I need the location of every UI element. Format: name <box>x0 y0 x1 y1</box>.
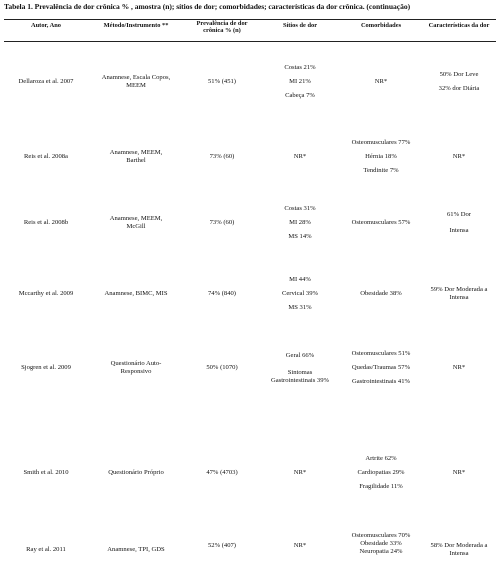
cell-text: Costas 31% <box>284 205 316 212</box>
cell-caracteristicas <box>422 269 496 319</box>
cell-text: Osteomusculares 51% <box>351 350 411 357</box>
table-header-rule <box>4 41 496 42</box>
cell-text: Costas 21% <box>284 64 316 71</box>
cell-sitios <box>260 337 340 399</box>
header-prevalencia-line-2: crônica % (n) <box>203 27 241 34</box>
cell-text: Reis et al. 2008a <box>24 153 68 160</box>
cell-prevalencia <box>184 122 260 192</box>
cell-text: 47% (4703) <box>206 469 238 476</box>
table-caption: Tabela 1. Prevalência de dor crônica % , amostra (n); sítios de dor; comorbidades; características da dor crônica. (continuação) <box>4 2 411 11</box>
cell-metodo <box>88 337 184 399</box>
cell-prevalencia <box>184 337 260 399</box>
cell-text: Questionário Auto- <box>110 360 162 367</box>
cell-comorbidades <box>340 195 422 251</box>
cell-comorbidades <box>340 443 422 503</box>
header-prevalencia-line-1: Prevalência de dor <box>196 20 248 27</box>
header-caracteristicas <box>422 22 496 40</box>
cell-text: 61% Dor <box>447 211 471 218</box>
cell-text: Responsivo <box>120 368 152 375</box>
cell-text: Intensa <box>449 294 469 301</box>
header-comorbidades-label: Comorbidades <box>360 22 402 29</box>
cell-text: 74% (840) <box>207 290 237 297</box>
cell-sitios <box>260 122 340 192</box>
cell-autor <box>4 122 88 192</box>
cell-text: 52% (407) <box>207 542 237 549</box>
cell-text: MS 14% <box>288 233 312 240</box>
header-metodo <box>88 22 184 40</box>
cell-text: NR* <box>452 153 466 160</box>
cell-text: Sintomas <box>287 368 313 376</box>
header-autor-label: Autor, Ano <box>31 22 61 29</box>
cell-sitios <box>260 43 340 121</box>
cell-text: 32% dor Diária <box>438 85 480 92</box>
cell-text: Tendinite 7% <box>363 167 399 174</box>
cell-text: NR* <box>293 469 307 476</box>
cell-comorbidades <box>340 43 422 121</box>
cell-autor <box>4 195 88 251</box>
cell-text: MI 44% <box>289 276 311 283</box>
table-row <box>4 122 496 192</box>
cell-text: Neuropatia 24% <box>359 548 403 555</box>
cell-text: Gastrointestinais 41% <box>351 378 411 385</box>
cell-text: Quedas/Traumas 57% <box>351 364 411 371</box>
cell-text: McGill <box>126 223 146 230</box>
cell-caracteristicas <box>422 122 496 192</box>
cell-text: Questionário Próprio <box>108 469 164 476</box>
cell-text: 73% (60) <box>209 219 235 226</box>
cell-caracteristicas <box>422 337 496 399</box>
cell-text: NR* <box>293 542 307 549</box>
cell-text: Reis et al. 2008b <box>23 219 69 226</box>
cell-prevalencia <box>184 269 260 319</box>
cell-prevalencia <box>184 195 260 251</box>
cell-text: Obesidade 33% <box>360 540 402 547</box>
cell-text: MI 21% <box>289 78 311 85</box>
cell-caracteristicas <box>422 443 496 503</box>
cell-text: Cabeça 7% <box>285 92 315 99</box>
header-sitios-label: Sítios de dor <box>282 22 318 29</box>
table-row <box>4 518 496 570</box>
table-row <box>4 195 496 251</box>
cell-comorbidades <box>340 518 422 570</box>
cell-text: Obesidade 38% <box>360 290 402 297</box>
cell-prevalencia <box>184 43 260 121</box>
cell-text: Anamnese, BIMC, MIS <box>104 290 168 297</box>
cell-text: NR* <box>452 469 466 476</box>
cell-text: Ray et al. 2011 <box>26 546 66 553</box>
cell-text: 73% (60) <box>209 153 235 160</box>
cell-text: Fragilidade 11% <box>359 483 403 490</box>
cell-autor <box>4 518 88 570</box>
cell-comorbidades <box>340 122 422 192</box>
cell-metodo <box>88 43 184 121</box>
cell-sitios <box>260 269 340 319</box>
table-row <box>4 43 496 121</box>
header-sitios <box>260 22 340 40</box>
cell-sitios <box>260 518 340 570</box>
cell-text: MS 31% <box>288 304 312 311</box>
cell-text: Intensa <box>449 550 469 557</box>
cell-caracteristicas <box>422 518 496 570</box>
cell-text: Geral 66% <box>285 351 315 359</box>
header-autor <box>4 22 88 40</box>
cell-metodo <box>88 122 184 192</box>
cell-sitios <box>260 195 340 251</box>
cell-text: 51% (451) <box>207 78 237 85</box>
cell-text: 50% Dor Leve <box>439 71 479 78</box>
cell-metodo <box>88 443 184 503</box>
cell-text: Osteomusculares 70% <box>351 532 411 539</box>
table-row <box>4 337 496 399</box>
cell-text: NR* <box>293 153 307 160</box>
cell-text: Osteomusculares 57% <box>351 219 411 226</box>
cell-comorbidades <box>340 337 422 399</box>
cell-text: Cervical 39% <box>281 290 319 297</box>
cell-text: Osteomusculares 77% <box>351 139 411 146</box>
cell-metodo <box>88 195 184 251</box>
cell-autor <box>4 443 88 503</box>
cell-text: Mccarthy et al. 2009 <box>18 290 74 297</box>
header-prevalencia <box>184 20 260 38</box>
cell-comorbidades <box>340 269 422 319</box>
header-comorbidades <box>340 22 422 40</box>
cell-autor <box>4 269 88 319</box>
header-caracteristicas-label: Características da dor <box>428 22 490 29</box>
cell-text: Anamnese, Escala Copos, <box>101 74 171 81</box>
cell-text: Cardiopatias 29% <box>357 469 405 476</box>
cell-text: Dellaroza et al. 2007 <box>18 78 74 85</box>
cell-prevalencia <box>184 518 260 570</box>
cell-text: NR* <box>452 364 466 371</box>
cell-text: Hérnia 18% <box>365 153 397 160</box>
cell-text: MEEM <box>126 82 146 89</box>
cell-text: Smith et al. 2010 <box>23 469 69 476</box>
cell-metodo <box>88 518 184 570</box>
header-metodo-label: Método/Instrumento ** <box>103 22 169 29</box>
cell-text: Gastrointestinais 39% <box>270 376 330 384</box>
cell-autor <box>4 337 88 399</box>
table-row <box>4 269 496 319</box>
cell-caracteristicas <box>422 43 496 121</box>
cell-text: Intensa <box>449 227 469 234</box>
cell-text: Anamnese, MEEM, <box>109 149 163 156</box>
cell-text: Anamnese, TPI, GDS <box>107 546 165 553</box>
cell-text: 58% Dor Moderada a <box>430 542 488 549</box>
cell-text: NR* <box>374 78 388 85</box>
cell-text: Sjogren et al. 2009 <box>21 364 71 371</box>
cell-text: 59% Dor Moderada a <box>430 286 488 293</box>
cell-autor <box>4 43 88 121</box>
cell-text: Barthel <box>126 157 146 164</box>
cell-text: MI 28% <box>289 219 311 226</box>
cell-prevalencia <box>184 443 260 503</box>
cell-metodo <box>88 269 184 319</box>
cell-caracteristicas <box>422 195 496 251</box>
cell-text: 50% (1070) <box>206 364 238 371</box>
cell-text: Anamnese, MEEM, <box>109 215 163 222</box>
table-row <box>4 443 496 503</box>
cell-sitios <box>260 443 340 503</box>
cell-text: Artrite 62% <box>365 455 397 462</box>
